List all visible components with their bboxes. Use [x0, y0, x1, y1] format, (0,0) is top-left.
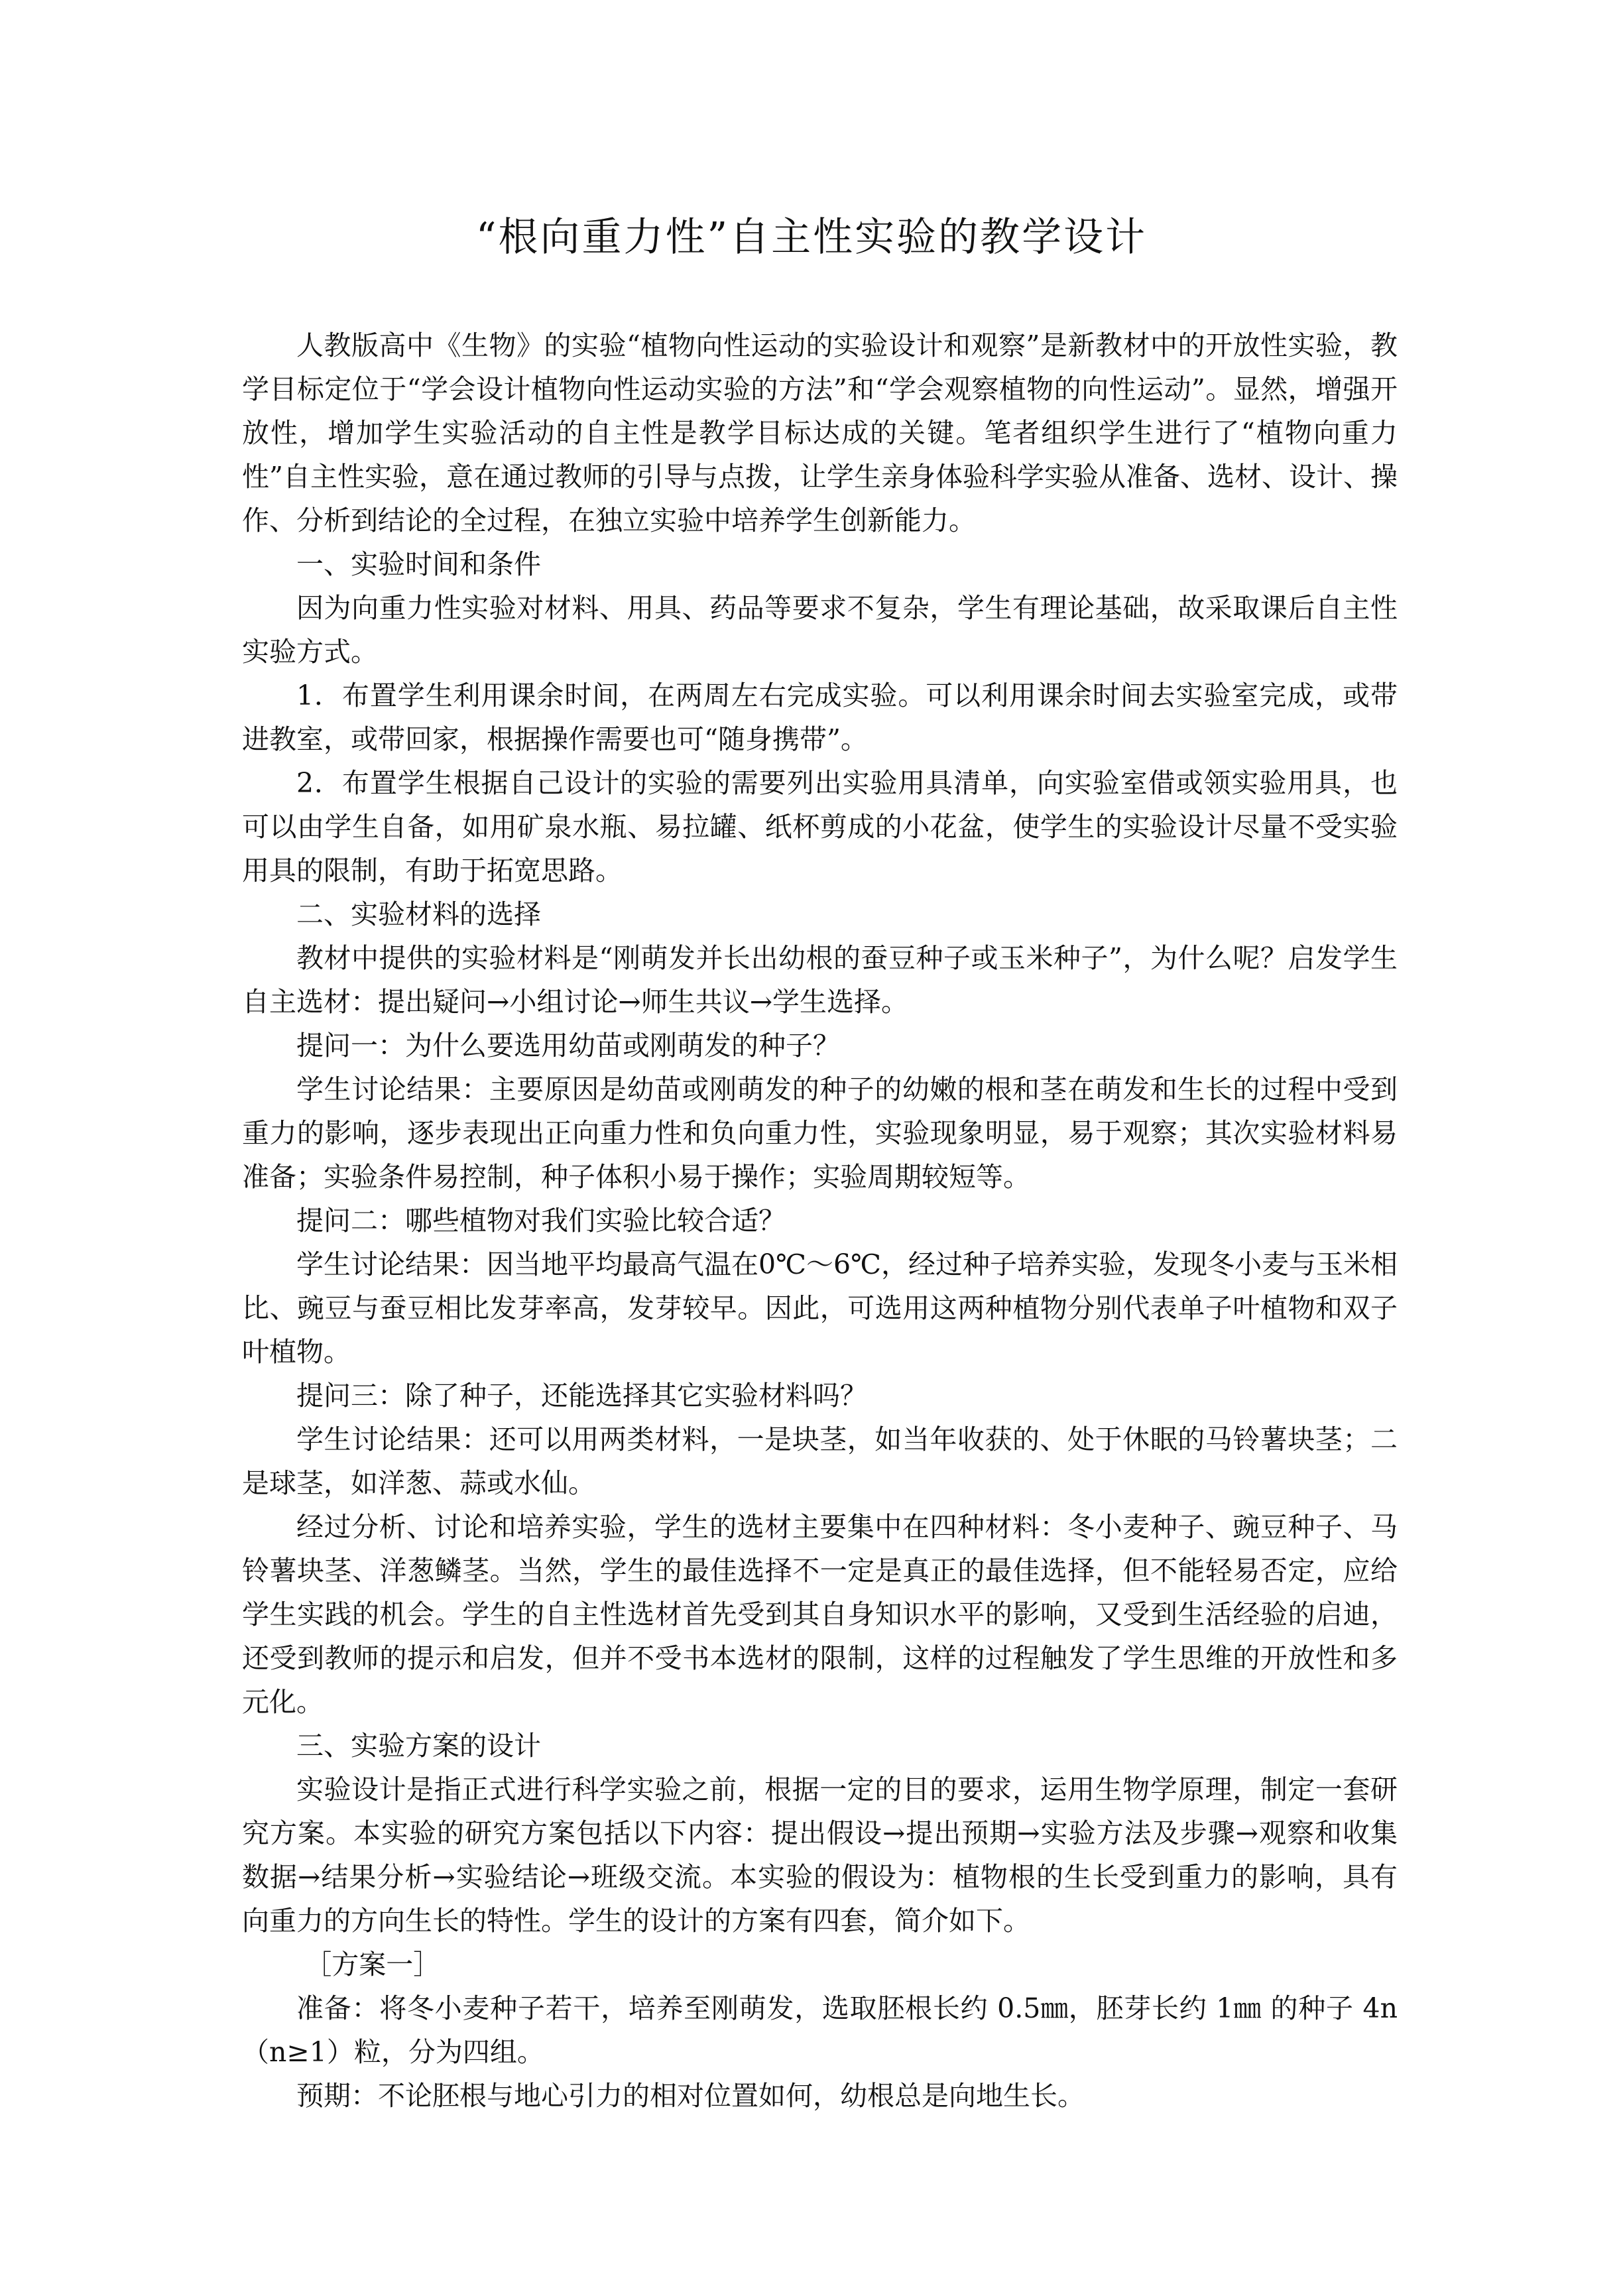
question-3: 提问三：除了种子，还能选择其它实验材料吗？ — [296, 1380, 867, 1412]
paragraph: 2．布置学生根据自己设计的实验的需要列出实验用具清单，向实验室借或领实验用具，也可以由学生自备，如用矿泉水瓶、易拉罐、纸杯剪成的小花盆，使学生的实验设计尽量不受实验用具的限制，有助于拓宽思路。 — [242, 767, 1398, 886]
plan-label: ［方案一］ — [304, 1949, 441, 1980]
paragraph: 学生讨论结果：因当地平均最高气温在0℃～6℃，经过种子培养实验，发现冬小麦与玉米相比、豌豆与蚕豆相比发芽率高，发芽较早。因此，可选用这两种植物分别代表单子叶植物和双子叶植物。 — [242, 1248, 1398, 1368]
question-2: 提问二：哪些植物对我们实验比较合适？ — [296, 1205, 786, 1237]
paragraph: 1．布置学生利用课余时间，在两周左右完成实验。可以利用课余时间去实验室完成，或带进教室，或带回家，根据操作需要也可“随身携带”。 — [242, 680, 1398, 755]
paragraph: 实验设计是指正式进行科学实验之前，根据一定的目的要求，运用生物学原理，制定一套研究方案。本实验的研究方案包括以下内容：提出假设→提出预期→实验方法及步骤→观察和收集数据→结果分析→实验结论→班级交流。本实验的假设为：植物根的生长受到重力的影响，具有向重力的方向生长的特性。学生的设计的方案有四套，简介如下。 — [242, 1774, 1398, 1937]
question-1: 提问一：为什么要选用幼苗或刚萌发的种子？ — [296, 1030, 840, 1061]
paragraph: 学生讨论结果：还可以用两类材料，一是块茎，如当年收获的、处于休眠的马铃薯块茎；二是球茎，如洋葱、蒜或水仙。 — [242, 1423, 1398, 1499]
paragraph: 准备：将冬小麦种子若干，培养至刚萌发，选取胚根长约 0.5㎜，胚芽长约 1㎜ 的种子 4n（n≥1）粒，分为四组。 — [242, 1992, 1398, 2068]
document-body — [242, 324, 1398, 2118]
paragraph: 学生讨论结果：主要原因是幼苗或刚萌发的种子的幼嫩的根和茎在萌发和生长的过程中受到重力的影响，逐步表现出正向重力性和负向重力性，实验现象明显，易于观察；其次实验材料易准备；实验条件易控制，种子体积小易于操作；实验周期较短等。 — [242, 1073, 1398, 1193]
paragraph: 经过分析、讨论和培养实验，学生的选材主要集中在四种材料：冬小麦种子、豌豆种子、马铃薯块茎、洋葱鳞茎。当然，学生的最佳选择不一定是真正的最佳选择，但不能轻易否定，应给学生实践的机会。学生的自主性选材首先受到其自身知识水平的影响，又受到生活经验的启迪，还受到教师的提示和启发，但并不受书本选材的限制，这样的过程触发了学生思维的开放性和多元化。 — [242, 1511, 1398, 1718]
paragraph: 预期：不论胚根与地心引力的相对位置如何，幼根总是向地生长。 — [296, 2080, 1085, 2112]
section-heading-2: 二、实验材料的选择 — [296, 898, 541, 930]
section-heading-1: 一、实验时间和条件 — [296, 548, 541, 580]
paragraph: 因为向重力性实验对材料、用具、药品等要求不复杂，学生有理论基础，故采取课后自主性实验方式。 — [242, 592, 1398, 668]
paragraph: 教材中提供的实验材料是“刚萌发并长出幼根的蚕豆种子或玉米种子”，为什么呢？启发学生自主选材：提出疑问→小组讨论→师生共议→学生选择。 — [242, 942, 1398, 1018]
document-title: “根向重力性”自主性实验的教学设计 — [475, 214, 1148, 261]
paragraph-intro: 人教版高中《生物》的实验“植物向性运动的实验设计和观察”是新教材中的开放性实验，教学目标定位于“学会设计植物向性运动实验的方法”和“学会观察植物的向性运动”。显然，增强开放性，增加学生实验活动的自主性是教学目标达成的关键。笔者组织学生进行了“植物向重力性”自主性实验，意在通过教师的引导与点拨，让学生亲身体验科学实验从准备、选材、设计、操作、分析到结论的全过程，在独立实验中培养学生创新能力。 — [242, 330, 1398, 536]
section-heading-3: 三、实验方案的设计 — [296, 1730, 541, 1762]
